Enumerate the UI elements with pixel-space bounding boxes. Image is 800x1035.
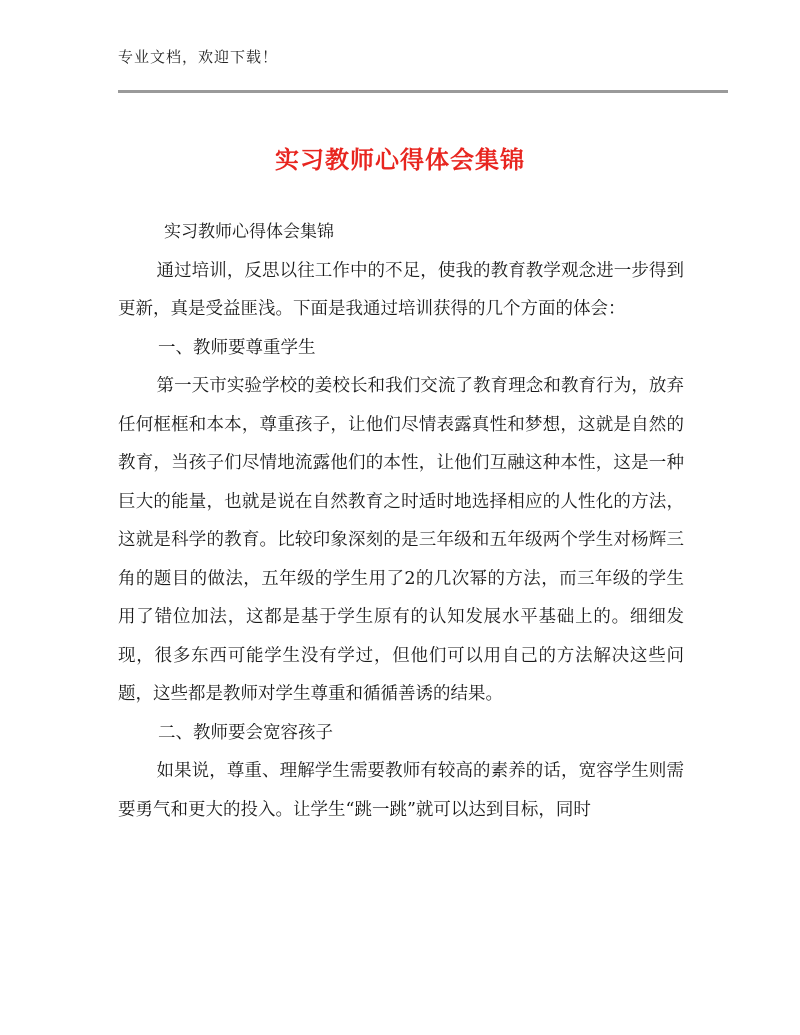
section-heading-2: 二、教师要会宽容孩子 <box>158 722 333 743</box>
header-divider <box>118 90 728 93</box>
intro-paragraph: 通过培训，反思以往工作中的不足，使我的教育教学观念进一步得到更新，真是受益匪浅。下面是我通过培训获得的几个方面的体会： <box>118 260 684 319</box>
section-paragraph-2: 如果说，尊重、理解学生需要教师有较高的素养的话，宽容学生则需要勇气和更大的投入。让学生“跳一跳”就可以达到目标，同时 <box>118 761 684 820</box>
section-heading-1: 一、教师要尊重学生 <box>158 337 316 358</box>
document-title: 实习教师心得体会集锦 <box>275 146 525 174</box>
document-body <box>118 213 684 829</box>
section-paragraph-1: 第一天市实验学校的姜校长和我们交流了教育理念和教育行为，放弃任何框框和本本，尊重孩子，让他们尽情表露真性和梦想，这就是自然的教育，当孩子们尽情地流露他们的本性，让他们互融这种本性，这是一种巨大的能量，也就是说在自然教育之时适时地选择相应的人性化的方法，这就是科学的教育。比较印象深刻的是三年级和五年级两个学生对杨辉三角的题目的做法，五年级的学生用了2的几次幂的方法，而三年级的学生用了错位加法，这都是基于学生原有的认知发展水平基础上的。细细发现，很多东西可能学生没有学过，但他们可以用自己的方法解决这些问题，这些都是教师对学生尊重和循循善诱的结果。 <box>118 376 684 704</box>
header-note: 专业文档，欢迎下载！ <box>118 48 279 66</box>
document-subtitle: 实习教师心得体会集锦 <box>164 222 334 242</box>
